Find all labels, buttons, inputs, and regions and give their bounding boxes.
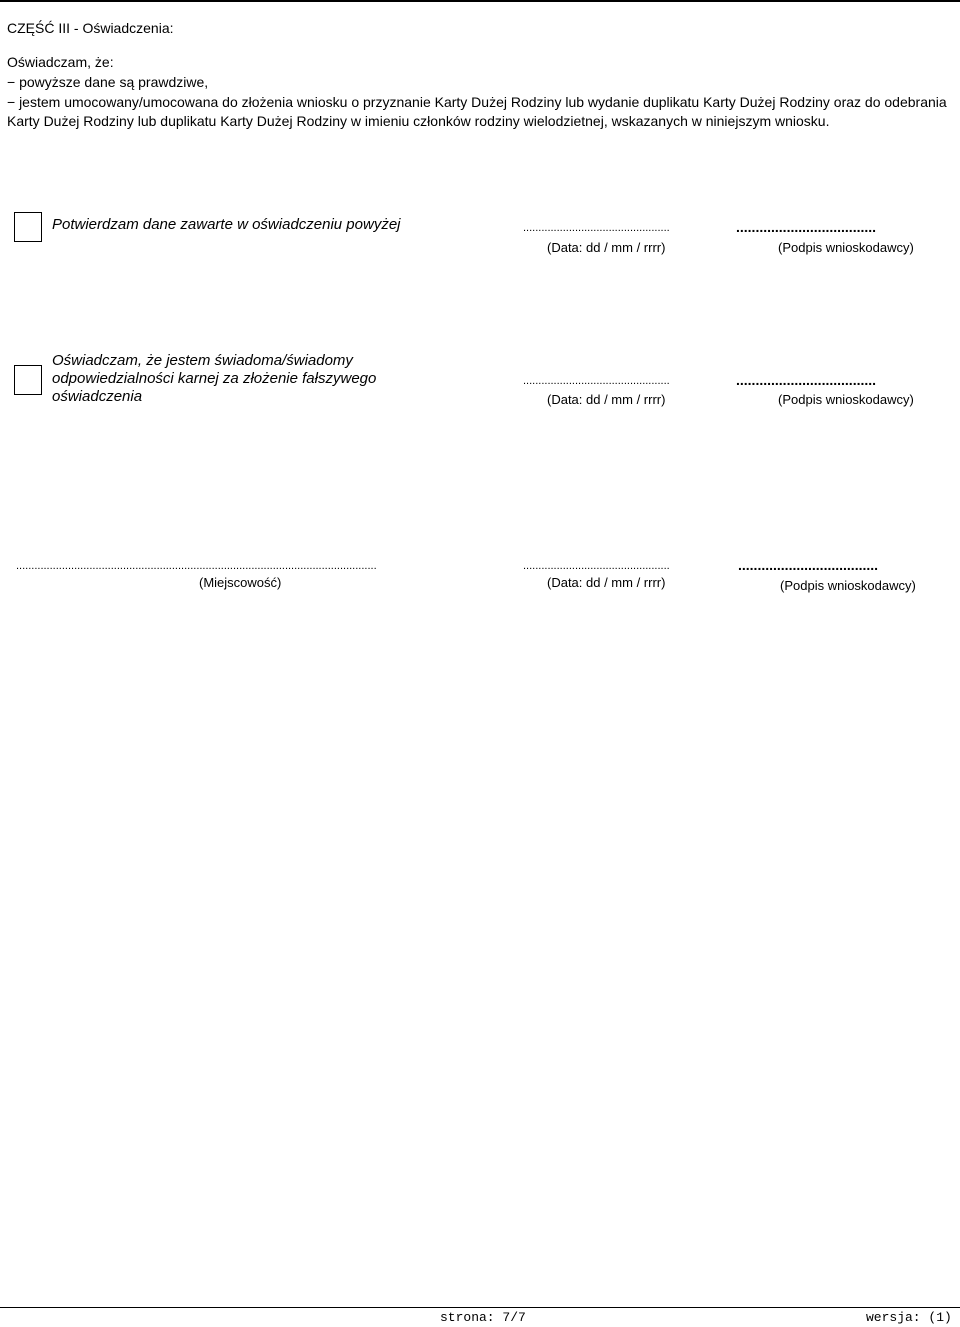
liability-label: Oświadczam, że jestem świadoma/świadomy odpowiedzialności karnej za złożenie fałszywego oświadczenia [52, 352, 377, 405]
confirm-data-checkbox[interactable] [14, 212, 42, 242]
signature-caption: (Podpis wnioskodawcy) [780, 578, 916, 593]
version-label: wersja: (1) [866, 1310, 952, 1325]
statement-item: − jestem umocowany/umocowana do złożenia wniosku o przyznanie Karty Dużej Rodziny lub wydanie duplikatu Karty Dużej Rodziny oraz do odebrania Karty Dużej Rodziny lub duplikatu Karty Dużej Rodziny w imieniu członków rodziny wielodzietnej, wskazanych w niniejszym wniosku. [7, 94, 947, 129]
date-line[interactable]: ................................................ [523, 222, 670, 234]
intro-text: Oświadczam, że: [7, 54, 114, 70]
place-line[interactable]: ...................................................................................................................... [16, 560, 377, 572]
date-caption: (Data: dd / mm / rrrr) [547, 240, 666, 255]
statement-item: − powyższe dane są prawdziwe, [7, 74, 209, 90]
top-border [0, 0, 960, 2]
place-caption: (Miejscowość) [199, 575, 282, 590]
section-title: CZĘŚĆ III - Oświadczenia: [7, 20, 174, 36]
signature-caption: (Podpis wnioskodawcy) [778, 392, 914, 407]
signature-line[interactable]: .................................... [736, 372, 877, 388]
date-line[interactable]: ................................................ [523, 560, 670, 572]
signature-line[interactable]: .................................... [736, 219, 877, 235]
signature-caption: (Podpis wnioskodawcy) [778, 240, 914, 255]
date-caption: (Data: dd / mm / rrrr) [547, 575, 666, 590]
signature-line[interactable]: .................................... [738, 557, 879, 573]
date-caption: (Data: dd / mm / rrrr) [547, 392, 666, 407]
confirm-data-label: Potwierdzam dane zawarte w oświadczeniu powyżej [52, 216, 401, 233]
page-number: strona: 7/7 [440, 1310, 526, 1325]
liability-checkbox[interactable] [14, 365, 42, 395]
date-line[interactable]: ................................................ [523, 375, 670, 387]
footer-divider [0, 1307, 960, 1308]
